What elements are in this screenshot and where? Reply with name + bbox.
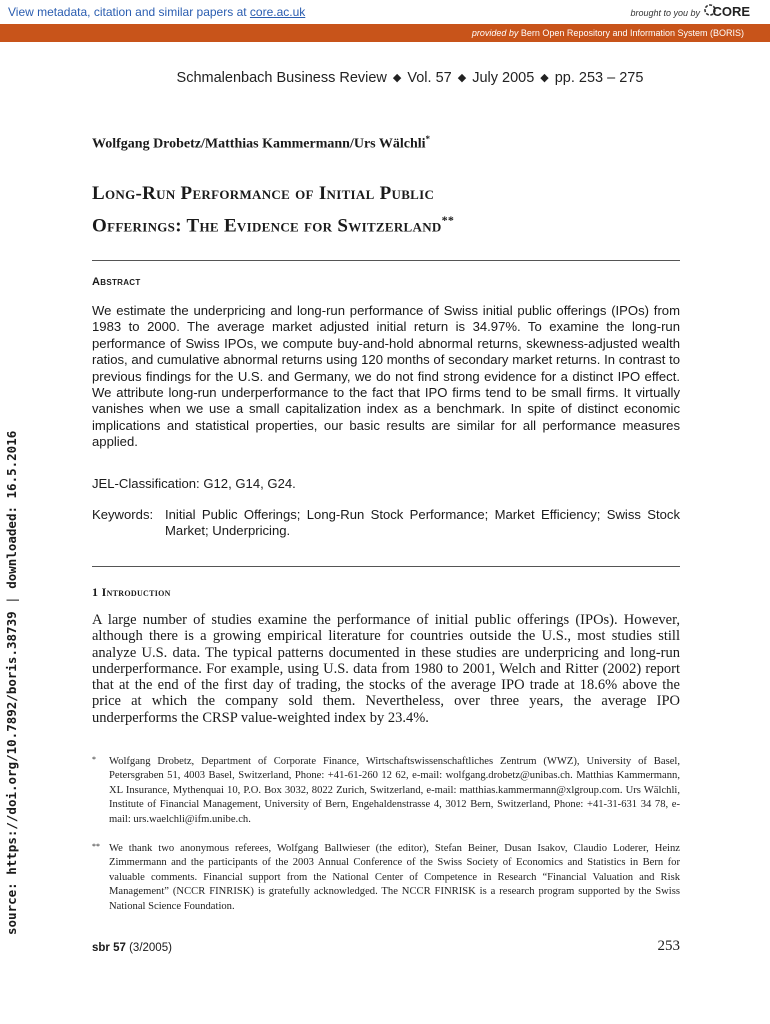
source-label: source: bbox=[4, 882, 19, 935]
paper-title bbox=[92, 180, 692, 239]
separator-icon: ◆ bbox=[540, 72, 549, 84]
journal-header bbox=[0, 70, 770, 86]
separator-icon: ◆ bbox=[457, 72, 467, 84]
core-site-link[interactable]: core.ac.uk bbox=[249, 5, 306, 19]
title-footnote-mark: ** bbox=[441, 213, 455, 227]
core-logo[interactable]: CORE bbox=[712, 4, 750, 19]
source-doi-link[interactable]: https://doi.org/10.7892/boris.38739 bbox=[4, 611, 19, 875]
author-line bbox=[92, 134, 430, 153]
footer-issue: (3/2005) bbox=[129, 942, 172, 954]
divider bbox=[92, 566, 680, 567]
introduction-text: A large number of studies examine the performance of initial public offerings (IPOs). However, although there is a growing empirical literature for countries outside the U.S., most studies still analyze U.S. data. The typical patterns documented in these studies are underpricing and long-run underperformance. For example, using U.S. data from 1980 to 2001, Welch and Ritter (2002) report that at the end of the first day of trading, the stocks of the average IPO trade at 18.6% above the price at which the company sold them. Nevertheless, over three years, the average IPO underperforms the CRSP value-weighted index by 23.4%. bbox=[92, 612, 680, 726]
footnote bbox=[92, 842, 680, 914]
view-metadata-text: View metadata, citation and similar papers at bbox=[8, 5, 247, 19]
keywords-text: Initial Public Offerings; Long-Run Stock Performance; Market Efficiency; Swiss Stock Market; Underpricing. bbox=[165, 507, 680, 539]
footnote-mark: * bbox=[92, 755, 96, 764]
footer-journal-abbr: sbr 57 bbox=[92, 942, 126, 954]
jel-classification: JEL-Classification: G12, G14, G24. bbox=[92, 476, 296, 491]
footnote-text: Wolfgang Drobetz, Department of Corporate Finance, Wirtschaftswissenschaftliches Zentrum (WWZ), University of Basel, Petersgraben 51, 4003 Basel, Switzerland, Phone: +41-61-260 12 62, e-mail: wolfgang.drobetz@unibas.ch. Matthias Kammermann, XL Insurance, Mythenquai 10, P.O. Box 3032, 8022 Zurich, Switzerland, e-mail: matthias.kammermann@xlgroup.com. Urs Wälchli, Institute of Financial Management, University of Bern, Engehaldenstrasse 4, 3012 Bern, Switzerland, Phone: +41-31-631 34 78, e-mail: urs.waelchli@ifm.unibe.ch. bbox=[109, 756, 680, 825]
view-metadata-link[interactable] bbox=[8, 5, 305, 19]
page-number: 253 bbox=[657, 938, 680, 954]
footnote-mark: ** bbox=[92, 842, 100, 851]
title-line-1: Long-Run Performance of Initial Public bbox=[92, 183, 435, 204]
provided-source: Bern Open Repository and Information System (BORIS) bbox=[520, 28, 744, 38]
side-stamp bbox=[4, 375, 19, 935]
provided-by-label: provided by bbox=[471, 28, 519, 38]
provider-bar bbox=[0, 24, 770, 42]
abstract-heading: Abstract bbox=[92, 276, 141, 288]
downloaded-date: downloaded: 16.5.2016 bbox=[4, 430, 19, 589]
author-footnote-mark: * bbox=[425, 134, 431, 144]
journal-pages: pp. 253 – 275 bbox=[554, 70, 644, 86]
journal-date: July 2005 bbox=[472, 70, 535, 86]
title-line-2: Offerings: The Evidence for Switzerland bbox=[92, 215, 442, 237]
divider bbox=[92, 260, 680, 261]
keywords-label: Keywords: bbox=[92, 507, 154, 522]
separator-icon: ◆ bbox=[392, 72, 402, 84]
journal-name: Schmalenbach Business Review bbox=[176, 70, 387, 86]
footer-journal bbox=[92, 942, 172, 954]
stamp-divider: | bbox=[4, 596, 19, 604]
journal-volume: Vol. 57 bbox=[407, 70, 452, 86]
abstract-text: We estimate the underpricing and long-run performance of Swiss initial public offerings (IPOs) from 1983 to 2000. The average market adjusted initial return is 34.97%. To examine the long-run performance of Swiss IPOs, we compute buy-and-hold abnormal returns, skewness-adjusted wealth ratios, and cumulative abnormal returns using 120 months of secondary market returns. In contrast to previous findings for the U.S. and Germany, we do not find strong evidence for a distinct IPO effect. We attribute long-run underperformance to the fact that IPO firms tend to be small firms. It virtually vanishes when we use a small capitalization index as a benchmark. In spite of distinct economic implications and statistical properties, our basic results are similar for all performance measures applied. bbox=[92, 303, 680, 450]
footnote bbox=[92, 755, 680, 827]
footnote-text: We thank two anonymous referees, Wolfgang Ballwieser (the editor), Stefan Beiner, Dusan Isakov, Claudio Loderer, Heinz Zimmermann and the participants of the 2003 Annual Conference of the Swiss Society of Economics and Statistics in Bern for valuable comments. Financial support from the National Center of Competence in Research “Financial Valuation and Risk Management” (NCCR FINRISK) is gratefully acknowledged. The NCCR FINRISK is a research program supported by the Swiss National Science Foundation. bbox=[109, 843, 680, 912]
author-names: Wolfgang Drobetz/Matthias Kammermann/Urs Wälchli bbox=[92, 136, 426, 152]
provided-by-text[interactable] bbox=[472, 28, 744, 38]
core-banner bbox=[0, 0, 770, 24]
section-heading: 1 Introduction bbox=[92, 585, 171, 599]
brought-to-you-text: brought to you by bbox=[630, 8, 700, 18]
